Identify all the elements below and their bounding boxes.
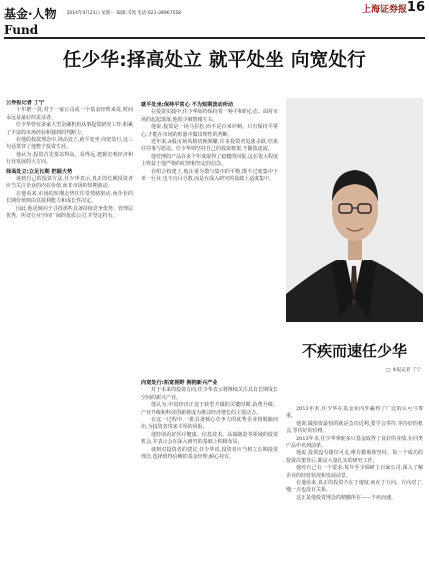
paragraph: 谈到自己的投资方法,任少华表示,真正的长期投资者应当关注企业的内在价值,而非市场的短期波动。: [6, 176, 133, 190]
body-column-4: [286, 406, 423, 576]
paragraph: 在他看来,真正的投资不在于速度,而在于方向。方向对了,慢一点也没有关系。: [286, 480, 423, 494]
paragraph: 他说,做投资最怕的就是急功近利,要学会等待,等待好的机会,等待好的价格。: [286, 420, 423, 435]
paragraph: 在他看来,市场的短期走势往往受情绪驱动,而企业的长期价值则由其盈利能力和成长性决定。: [6, 190, 133, 205]
paragraph: 他对自己有一个要求:每年至少调研上百家公司,深入了解企业的经营状况和发展前景。: [286, 465, 423, 479]
body-column-1: [6, 100, 133, 576]
subheading: 就平处坐:保持平常心 不为短期波动所动: [141, 102, 234, 108]
paragraph: 谈到对投资者的建议,任少华说,投资者应当树立长期投资理念,选择值得信赖的基金经理,耐心持有。: [141, 446, 278, 461]
paragraph: 近年来,A股市场风格切换频繁,许多投资者追涨杀跌,结果往往事与愿违。任少华则坚持自己的投资框架,不随波逐流。: [141, 139, 278, 153]
body-column-2: [141, 100, 278, 372]
page-header: [0, 0, 429, 40]
paragraph: 2013年末,任少华在基金业内外赢得了广泛的认可与尊重。: [286, 406, 423, 420]
portrait-figure: [286, 98, 423, 322]
paragraph: 他管理的产品在多个年度取得了稳健的回报,这在很大程度上得益于他严格的纪律和坚定的信念。: [141, 153, 278, 168]
paragraph: 这正是他投资理念的精髓所在——不疾而速。: [296, 494, 397, 501]
paragraph: 他认为,投资首先要站得高、看得远,把握宏观经济和行业发展的大方向。: [6, 151, 133, 166]
paragraph: 他特别看好医疗健康、信息技术、高端制造等领域的投资机会,并表示会在深入研究的基础上积极布局。: [141, 431, 278, 446]
paragraph: 十年磨一剑,对于一家公司或一个基金经理来说,时间永远是最好的见证者。: [6, 107, 133, 121]
subheading: 择高处立:立足长期 把握大势: [6, 168, 73, 175]
pull-quote: [286, 326, 423, 404]
paragraph: 对于未来的投资方向,任少华表示将继续关注具有长期成长空间的新兴产业。: [141, 387, 278, 401]
byline: 公券报记者 丁宁: [6, 100, 45, 106]
paragraph: 在组合构建上,他注重分散与集中的平衡,既不过度集中于单一行业,也不盲目分散,而是在深入研究的基础上适度集中。: [141, 168, 278, 183]
page-number: 16: [406, 0, 425, 15]
issue-meta: 2014年4月21日 星期一 编辑:韦凯 电话:021-38967558: [66, 11, 182, 16]
body-column-3: [141, 378, 278, 576]
pull-quote-title: 不疾而速任少华: [301, 342, 407, 360]
paragraph: 他说:投资是一场马拉松,而不是百米冲刺。只有保持平常心,才能在市场的喧嚣中做出理性的判断。: [141, 124, 278, 138]
headline: 任少华:择高处立 就平处坐 向宽处行: [62, 50, 367, 71]
paragraph: 因此,他更倾向于寻找那些具备持续竞争优势、管理层优秀、所处行业空间广阔的优质公司,并坚定持有。: [6, 205, 133, 220]
section-title-en: Fund: [4, 23, 39, 37]
section-title: 基金·人物: [4, 6, 57, 21]
paragraph: 在他的投资理念中,择高处立,就平处坐,向宽处行,这三句话贯穿了他整个投资生涯。: [6, 137, 133, 151]
subheading: 向宽处行:拓宽视野 拥抱新兴产业: [141, 380, 218, 386]
paper-brand: 上海证券报: [361, 5, 407, 15]
portrait-photo: [286, 98, 423, 322]
header-rule: [4, 37, 425, 39]
paragraph: 任少华曾在多家大型金融机构从事投资研究工作,积累了丰富的市场经验和独到的判断力。: [6, 122, 133, 136]
paragraph: 在投资实践中,任少华始终保持着一种平和的心态。面对市场的起起落落,他很少被情绪左右。: [141, 109, 278, 123]
paragraph: 他认为,中国经济正处于转型升级的关键时期,消费升级、产业升级和科技创新将成为推动经济增长的主要动力。: [141, 402, 278, 416]
paragraph: 2013年末,任少华掌舵多只基金取得了良好的业绩,在同类产品中名列前茅。: [286, 435, 423, 450]
paragraph: 他说,投资没有捷径可走,唯有勤勉和坚持。每一个成功的投资决策背后,都是大量扎实的研究工作。: [286, 450, 423, 464]
paragraph: 在这一过程中,一批具备核心竞争力的优秀企业将脱颖而出,为投资者带来丰厚的回报。: [141, 417, 278, 431]
pull-quote-author: □ 本报记者 丁宁: [386, 368, 421, 373]
